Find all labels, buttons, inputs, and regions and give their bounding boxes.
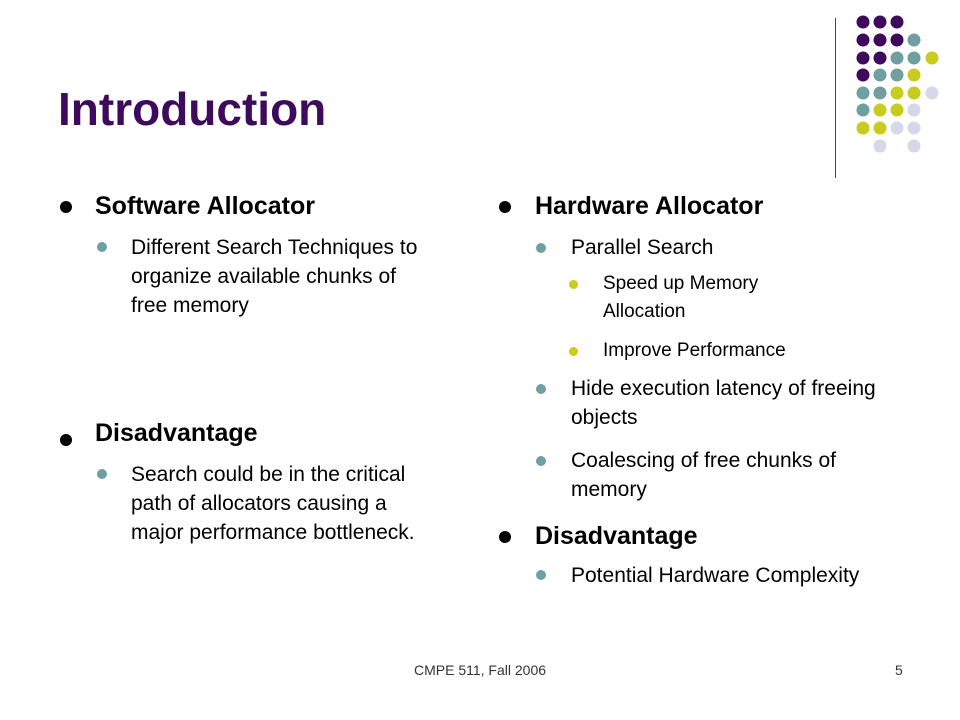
decorative-dot	[926, 52, 939, 65]
decorative-dot	[874, 69, 887, 82]
bullet-icon	[536, 384, 546, 394]
bullet-icon	[499, 531, 511, 543]
decorative-dot	[874, 52, 887, 65]
decorative-dot	[874, 87, 887, 100]
bullet-icon	[97, 242, 107, 252]
decorative-dot	[874, 34, 887, 47]
decorative-dot	[891, 87, 904, 100]
right-item: Hide execution latency of freeing objects	[571, 377, 876, 429]
decorative-dot	[908, 69, 921, 82]
decorative-dot	[891, 104, 904, 117]
decorative-dot	[857, 34, 870, 47]
right-disadvantage-item: Potential Hardware Complexity	[571, 564, 860, 587]
bullet-icon	[569, 280, 578, 289]
decorative-dot	[908, 87, 921, 100]
decorative-dot	[891, 34, 904, 47]
decorative-dot	[857, 122, 870, 135]
left-disadvantage-heading: Disadvantage	[95, 419, 258, 447]
decorative-dot	[857, 69, 870, 82]
bullet-icon	[97, 469, 107, 479]
decorative-dot	[891, 122, 904, 135]
decorative-dot	[857, 87, 870, 100]
right-subitem: Improve Performance	[603, 340, 786, 361]
decorative-dot	[857, 52, 870, 65]
decorative-dot	[891, 52, 904, 65]
bullet-icon	[60, 201, 72, 213]
decorative-dot	[908, 104, 921, 117]
right-subitem: Speed up Memory Allocation	[603, 273, 759, 322]
slide-title: Introduction	[58, 83, 327, 135]
right-item: Coalescing of free chunks of memory	[571, 449, 836, 501]
left-heading: Software Allocator	[95, 192, 315, 220]
left-disadvantage-item: Search could be in the critical path of allocators causing a major performance bottleneck.	[131, 463, 415, 544]
bullet-icon	[536, 243, 546, 253]
decorative-dot	[891, 16, 904, 29]
right-disadvantage-heading: Disadvantage	[535, 522, 698, 550]
bullet-icon	[569, 347, 578, 356]
right-heading: Hardware Allocator	[535, 192, 764, 220]
bullet-icon	[60, 434, 72, 446]
decorative-dot	[874, 122, 887, 135]
decorative-dot	[874, 140, 887, 153]
dot-group	[857, 16, 939, 153]
bullet-icon	[499, 201, 511, 213]
decorative-dot	[857, 16, 870, 29]
decorative-dot	[874, 104, 887, 117]
decorative-dot	[908, 122, 921, 135]
bullet-icon	[536, 570, 546, 580]
decorative-dot	[908, 34, 921, 47]
decorative-dot	[926, 87, 939, 100]
decorative-dot	[857, 104, 870, 117]
right-item: Parallel Search	[571, 236, 714, 259]
footer-page-number: 5	[895, 662, 903, 678]
decorative-dot	[908, 52, 921, 65]
footer-course: CMPE 511, Fall 2006	[414, 662, 547, 678]
decorative-dot	[891, 69, 904, 82]
left-item: Different Search Techniques to organize available chunks of free memory	[131, 236, 418, 317]
decorative-dot	[874, 16, 887, 29]
decorative-dot	[908, 140, 921, 153]
decorative-divider-line	[835, 18, 836, 178]
bullet-icon	[536, 456, 546, 466]
decorative-dot-grid	[0, 0, 960, 160]
